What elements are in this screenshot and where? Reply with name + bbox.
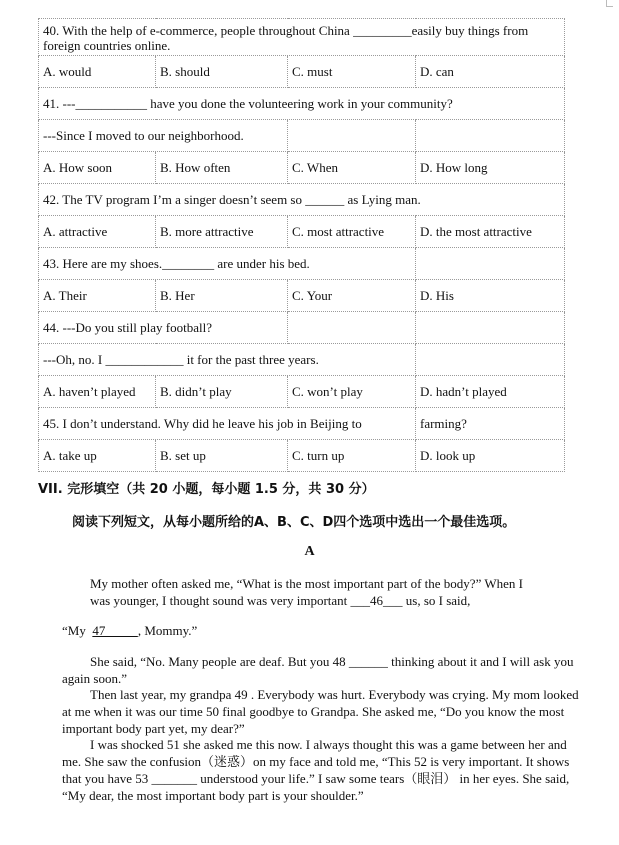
question-44-dialogue-row [39,344,565,376]
paragraph-2-text-b: , Mommy.” [137,623,198,638]
question-42-options-row [39,216,565,248]
question-41-option-a[interactable]: A. How soon [39,152,156,184]
question-40-stem: 40. With the help of e-commerce, people throughout China _________easily buy things from foreign countries online. [39,19,565,56]
question-43-option-d[interactable]: D. His [416,280,565,312]
empty-cell [416,248,565,280]
question-41-stem: 41. ---___________ have you done the volunteering work in your community? [39,88,565,120]
paragraph-1-text-a: was younger, I thought sound was very important [90,593,351,608]
blank-46[interactable]: ___46___ [350,593,403,608]
question-43-option-a[interactable]: A. Their [39,280,156,312]
passage-paragraph-1 [90,575,560,609]
empty-cell [416,312,565,344]
question-43-option-c[interactable]: C. Your [288,280,416,312]
question-40-option-b[interactable]: B. should [156,56,288,88]
question-45-stem-end: farming? [416,408,565,440]
questions-table [38,18,565,472]
question-41-option-d[interactable]: D. How long [416,152,565,184]
question-44-dialogue: ---Oh, no. I ____________ it for the past three years. [39,344,416,376]
question-45-option-a[interactable]: A. take up [39,440,156,472]
question-40-option-a[interactable]: A. would [39,56,156,88]
question-41-stem-row [39,88,565,120]
question-42-stem: 42. The TV program I’m a singer doesn’t seem so ______ as Lying man. [39,184,565,216]
question-41-options-row [39,152,565,184]
question-43-stem-row [39,248,565,280]
question-43-options-row [39,280,565,312]
paragraph-1-line-1: My mother often asked me, “What is the most important part of the body?” When I [90,576,523,591]
question-44-option-b[interactable]: B. didn’t play [156,376,288,408]
paragraph-1-line-2 [90,592,560,609]
question-44-option-c[interactable]: C. won’t play [288,376,416,408]
empty-cell [416,344,565,376]
question-42-option-a[interactable]: A. attractive [39,216,156,248]
question-41-option-b[interactable]: B. How often [156,152,288,184]
passage-paragraph-3: She said, “No. Many people are deaf. But you 48 ______ thinking about it and I will ask you again soon.” [62,654,574,686]
question-44-stem-row [39,312,565,344]
paragraph-2-text-a: “My [62,623,93,638]
passage-paragraph-2 [62,622,562,639]
empty-cell [288,312,416,344]
question-45-stem-row [39,408,565,440]
passage-letter: A [304,544,315,559]
question-44-option-a[interactable]: A. haven’t played [39,376,156,408]
question-45-option-c[interactable]: C. turn up [288,440,416,472]
question-44-options-row [39,376,565,408]
question-44-stem: 44. ---Do you still play football? [39,312,288,344]
question-45-stem: 45. I don’t understand. Why did he leave his job in Beijing to [39,408,416,440]
section-instruction: 阅读下列短文，从每小题所给的A、B、C、D四个选项中选出一个最佳选项。 [72,515,516,530]
question-42-option-c[interactable]: C. most attractive [288,216,416,248]
empty-cell [416,120,565,152]
page-corner-mark [606,0,613,7]
paragraph-1-text-b: us, so I said, [402,593,471,608]
question-42-option-b[interactable]: B. more attractive [156,216,288,248]
question-45-options-row [39,440,565,472]
question-41-dialogue-row [39,120,565,152]
question-40-options-row [39,56,565,88]
question-40-option-d[interactable]: D. can [416,56,565,88]
passage-paragraph-5: I was shocked 51 she asked me this now. I always thought this was a game between her and me. She saw the confusion（迷惑）on my face and told me, “This 52 is very important. It shows that you have 53 _______ understood your life.” I saw some tears（眼泪） in her eyes. She said, “My dear, the most important body part is your shoulder.” [62,737,570,803]
question-41-option-c[interactable]: C. When [288,152,416,184]
question-44-option-d[interactable]: D. hadn’t played [416,376,565,408]
question-42-stem-row [39,184,565,216]
question-43-option-b[interactable]: B. Her [156,280,288,312]
question-45-option-b[interactable]: B. set up [156,440,288,472]
question-42-option-d[interactable]: D. the most attractive [416,216,565,248]
question-40-option-c[interactable]: C. must [288,56,416,88]
question-41-dialogue: ---Since I moved to our neighborhood. [39,120,288,152]
question-40-stem-row [39,19,565,56]
question-45-option-d[interactable]: D. look up [416,440,565,472]
question-43-stem: 43. Here are my shoes.________ are under his bed. [39,248,416,280]
passage-paragraph-4: Then last year, my grandpa 49 . Everybody was hurt. Everybody was crying. My mom looked at me when it was our time 50 final goodbye to Grandpa. She asked me, “Do you know the most important body part yet, my dear?” [62,687,579,736]
empty-cell [288,120,416,152]
blank-47[interactable]: 47 [92,623,138,638]
section-title: VII. 完形填空（共 20 小题，每小题 1.5 分，共 30 分） [38,482,375,497]
